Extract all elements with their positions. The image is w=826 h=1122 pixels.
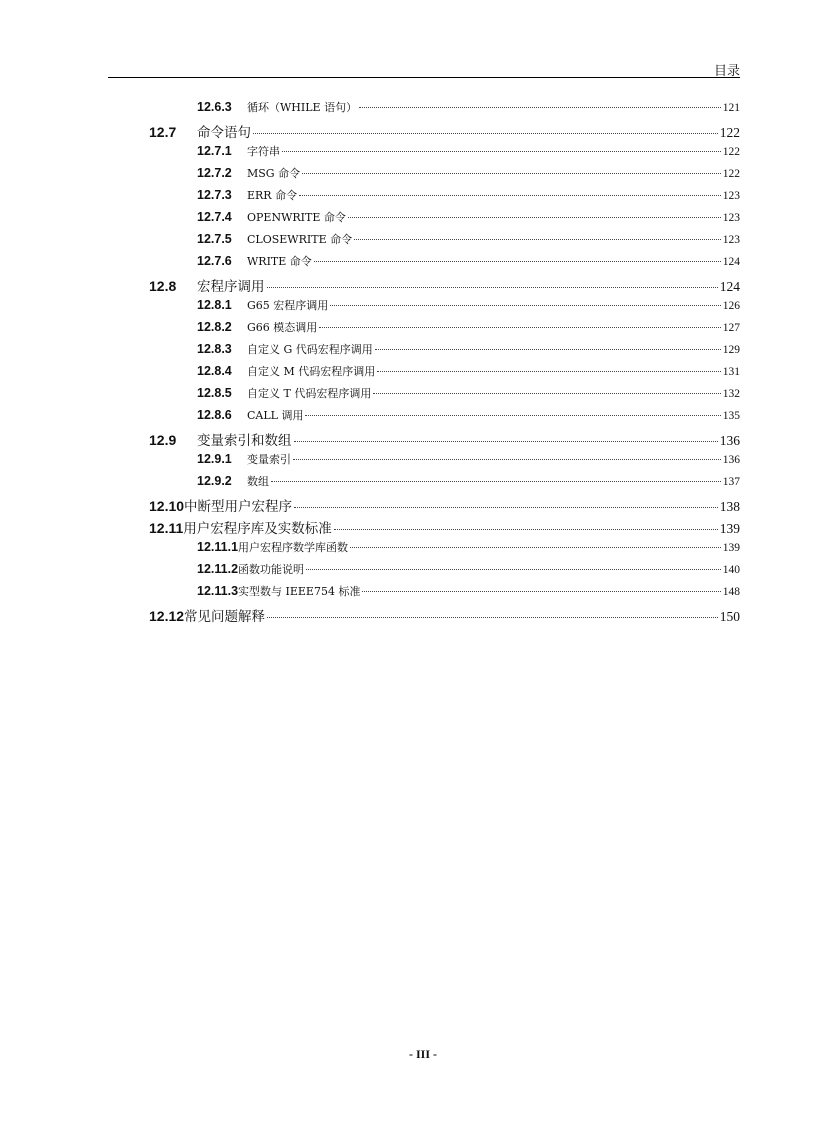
toc-dot-leader bbox=[271, 481, 721, 482]
toc-entry-title: 用户宏程序数学库函数 bbox=[238, 541, 349, 554]
page-number: - III - bbox=[408, 1047, 437, 1061]
toc-entry-number: 12.8.1 bbox=[197, 298, 232, 312]
toc-dot-leader bbox=[294, 507, 718, 508]
toc-entry-page: 150 bbox=[719, 609, 740, 624]
toc-entry[interactable] bbox=[197, 473, 740, 495]
toc-entry-number: 12.8.4 bbox=[197, 364, 232, 378]
toc-entry[interactable] bbox=[149, 121, 740, 143]
toc-entry-title: G65 宏程序调用 bbox=[247, 299, 329, 312]
toc-entry[interactable] bbox=[197, 539, 740, 561]
toc-dot-leader bbox=[302, 173, 721, 174]
toc-dot-leader bbox=[305, 415, 720, 416]
toc-entry-number: 12.7.1 bbox=[197, 144, 232, 158]
toc-entry[interactable] bbox=[197, 341, 740, 363]
toc-entry-title: 变量索引 bbox=[247, 453, 291, 466]
toc-entry-page: 132 bbox=[722, 388, 740, 400]
toc-entry-number: 12.8.3 bbox=[197, 342, 232, 356]
toc-entry-page: 123 bbox=[722, 234, 740, 246]
toc-entry-title: 常见问题解释 bbox=[184, 609, 266, 625]
toc-dot-leader bbox=[373, 393, 720, 394]
toc-entry-number: 12.10 bbox=[149, 498, 185, 514]
toc-entry-number: 12.11.3 bbox=[197, 584, 239, 598]
toc-entry-page: 121 bbox=[722, 102, 740, 114]
toc-dot-leader bbox=[267, 287, 718, 288]
toc-entry-page: 126 bbox=[722, 300, 740, 312]
toc-entry[interactable] bbox=[197, 187, 740, 209]
toc-dot-leader bbox=[348, 217, 721, 218]
toc-entry[interactable] bbox=[149, 605, 740, 627]
toc-entry-number: 12.6.3 bbox=[197, 100, 232, 114]
toc-dot-leader bbox=[377, 371, 720, 372]
toc-entry-title: 实型数与 IEEE754 标准 bbox=[238, 585, 361, 598]
toc-entry-title: 命令语句 bbox=[197, 125, 251, 141]
toc-entry-number: 12.11 bbox=[149, 520, 184, 536]
toc-entry-number: 12.9 bbox=[149, 432, 177, 448]
toc-entry[interactable] bbox=[197, 99, 740, 121]
toc-dot-leader bbox=[294, 441, 718, 442]
toc-dot-leader bbox=[350, 547, 721, 548]
toc-entry-title: 宏程序调用 bbox=[197, 279, 265, 295]
header-rule bbox=[108, 77, 740, 78]
toc-entry-title: 字符串 bbox=[247, 145, 280, 158]
toc-entry[interactable] bbox=[197, 561, 740, 583]
toc-entry-page: 138 bbox=[719, 499, 740, 514]
toc-entry-page: 139 bbox=[719, 521, 740, 536]
toc-entry[interactable] bbox=[197, 407, 740, 429]
toc-dot-leader bbox=[282, 151, 721, 152]
toc-entry-title: OPENWRITE 命令 bbox=[247, 211, 346, 224]
toc-entry-title: G66 模态调用 bbox=[247, 321, 318, 334]
toc-entry-number: 12.11.2 bbox=[197, 562, 239, 576]
toc-entry-page: 148 bbox=[722, 586, 740, 598]
toc-dot-leader bbox=[306, 569, 721, 570]
toc-dot-leader bbox=[362, 591, 720, 592]
toc-entry[interactable] bbox=[197, 363, 740, 385]
toc-entry-page: 122 bbox=[722, 168, 740, 180]
toc-entry-page: 129 bbox=[722, 344, 740, 356]
toc-entry-page: 136 bbox=[722, 454, 740, 466]
toc-entry[interactable] bbox=[197, 385, 740, 407]
toc-entry[interactable] bbox=[197, 253, 740, 275]
toc-entry-number: 12.7.2 bbox=[197, 166, 232, 180]
toc-entry[interactable] bbox=[197, 209, 740, 231]
toc-entry[interactable] bbox=[149, 495, 740, 517]
toc-entry-number: 12.8 bbox=[149, 278, 177, 294]
toc-entry-page: 123 bbox=[722, 212, 740, 224]
toc-entry-title: MSG 命令 bbox=[247, 167, 301, 180]
toc-entry-number: 12.8.2 bbox=[197, 320, 232, 334]
toc-entry-title: WRITE 命令 bbox=[247, 255, 312, 268]
running-header-title: 目录 bbox=[713, 64, 740, 79]
toc-entry[interactable] bbox=[149, 517, 740, 539]
toc-entry-page: 122 bbox=[722, 146, 740, 158]
toc-entry-page: 131 bbox=[722, 366, 740, 378]
toc-entry-title: CALL 调用 bbox=[247, 409, 304, 422]
toc-entry-title: 自定义 M 代码宏程序调用 bbox=[247, 365, 376, 378]
toc-dot-leader bbox=[299, 195, 721, 196]
toc-entry-page: 136 bbox=[719, 433, 740, 448]
toc-entry-page: 122 bbox=[719, 125, 740, 140]
toc-entry-title: 中断型用户宏程序 bbox=[184, 499, 293, 515]
toc-entry-title: ERR 命令 bbox=[247, 189, 298, 202]
toc-dot-leader bbox=[330, 305, 720, 306]
toc-entry-page: 140 bbox=[722, 564, 740, 576]
toc-entry[interactable] bbox=[149, 275, 740, 297]
toc-entry[interactable] bbox=[197, 319, 740, 341]
toc-entry-number: 12.7.3 bbox=[197, 188, 232, 202]
toc-dot-leader bbox=[314, 261, 721, 262]
toc-entry-number: 12.8.6 bbox=[197, 408, 232, 422]
toc-entry-title: 函数功能说明 bbox=[238, 563, 305, 576]
toc-entry-title: 自定义 G 代码宏程序调用 bbox=[247, 343, 373, 356]
toc-entry-number: 12.12 bbox=[149, 608, 185, 624]
toc-dot-leader bbox=[375, 349, 721, 350]
toc-entry-number: 12.8.5 bbox=[197, 386, 232, 400]
toc-entry-title: 用户宏程序库及实数标准 bbox=[183, 521, 332, 537]
toc-entry[interactable] bbox=[197, 231, 740, 253]
toc-dot-leader bbox=[334, 529, 718, 530]
toc-dot-leader bbox=[354, 239, 721, 240]
toc-entry-title: 变量索引和数组 bbox=[197, 433, 292, 449]
toc-entry-number: 12.7.5 bbox=[197, 232, 232, 246]
toc-dot-leader bbox=[267, 617, 718, 618]
toc-entry-number: 12.7 bbox=[149, 124, 177, 140]
toc-dot-leader bbox=[253, 133, 718, 134]
toc-entry[interactable] bbox=[149, 429, 740, 451]
toc-entry-title: 循环（WHILE 语句） bbox=[247, 101, 358, 114]
toc-entry-page: 123 bbox=[722, 190, 740, 202]
toc-entry-page: 139 bbox=[722, 542, 740, 554]
toc-entry-title: 自定义 T 代码宏程序调用 bbox=[247, 387, 372, 400]
toc-entry-page: 124 bbox=[722, 256, 740, 268]
toc-entry-number: 12.9.1 bbox=[197, 452, 232, 466]
toc-entry-title: 数组 bbox=[247, 475, 269, 488]
toc-entry-number: 12.7.6 bbox=[197, 254, 232, 268]
toc-entry[interactable] bbox=[197, 583, 740, 605]
toc-dot-leader bbox=[359, 107, 721, 108]
toc-entry-number: 12.7.4 bbox=[197, 210, 232, 224]
toc-entry-number: 12.9.2 bbox=[197, 474, 232, 488]
toc-entry-page: 137 bbox=[722, 476, 740, 488]
toc-entry[interactable] bbox=[197, 297, 740, 319]
toc-entry-page: 124 bbox=[719, 279, 740, 294]
toc-entry-page: 127 bbox=[722, 322, 740, 334]
toc-entry[interactable] bbox=[197, 143, 740, 165]
toc-entry[interactable] bbox=[197, 451, 740, 473]
toc-entry[interactable] bbox=[197, 165, 740, 187]
toc-dot-leader bbox=[293, 459, 721, 460]
toc-entry-page: 135 bbox=[722, 410, 740, 422]
toc-entry-title: CLOSEWRITE 命令 bbox=[247, 233, 353, 246]
toc-entry-number: 12.11.1 bbox=[197, 540, 239, 554]
toc-dot-leader bbox=[319, 327, 720, 328]
